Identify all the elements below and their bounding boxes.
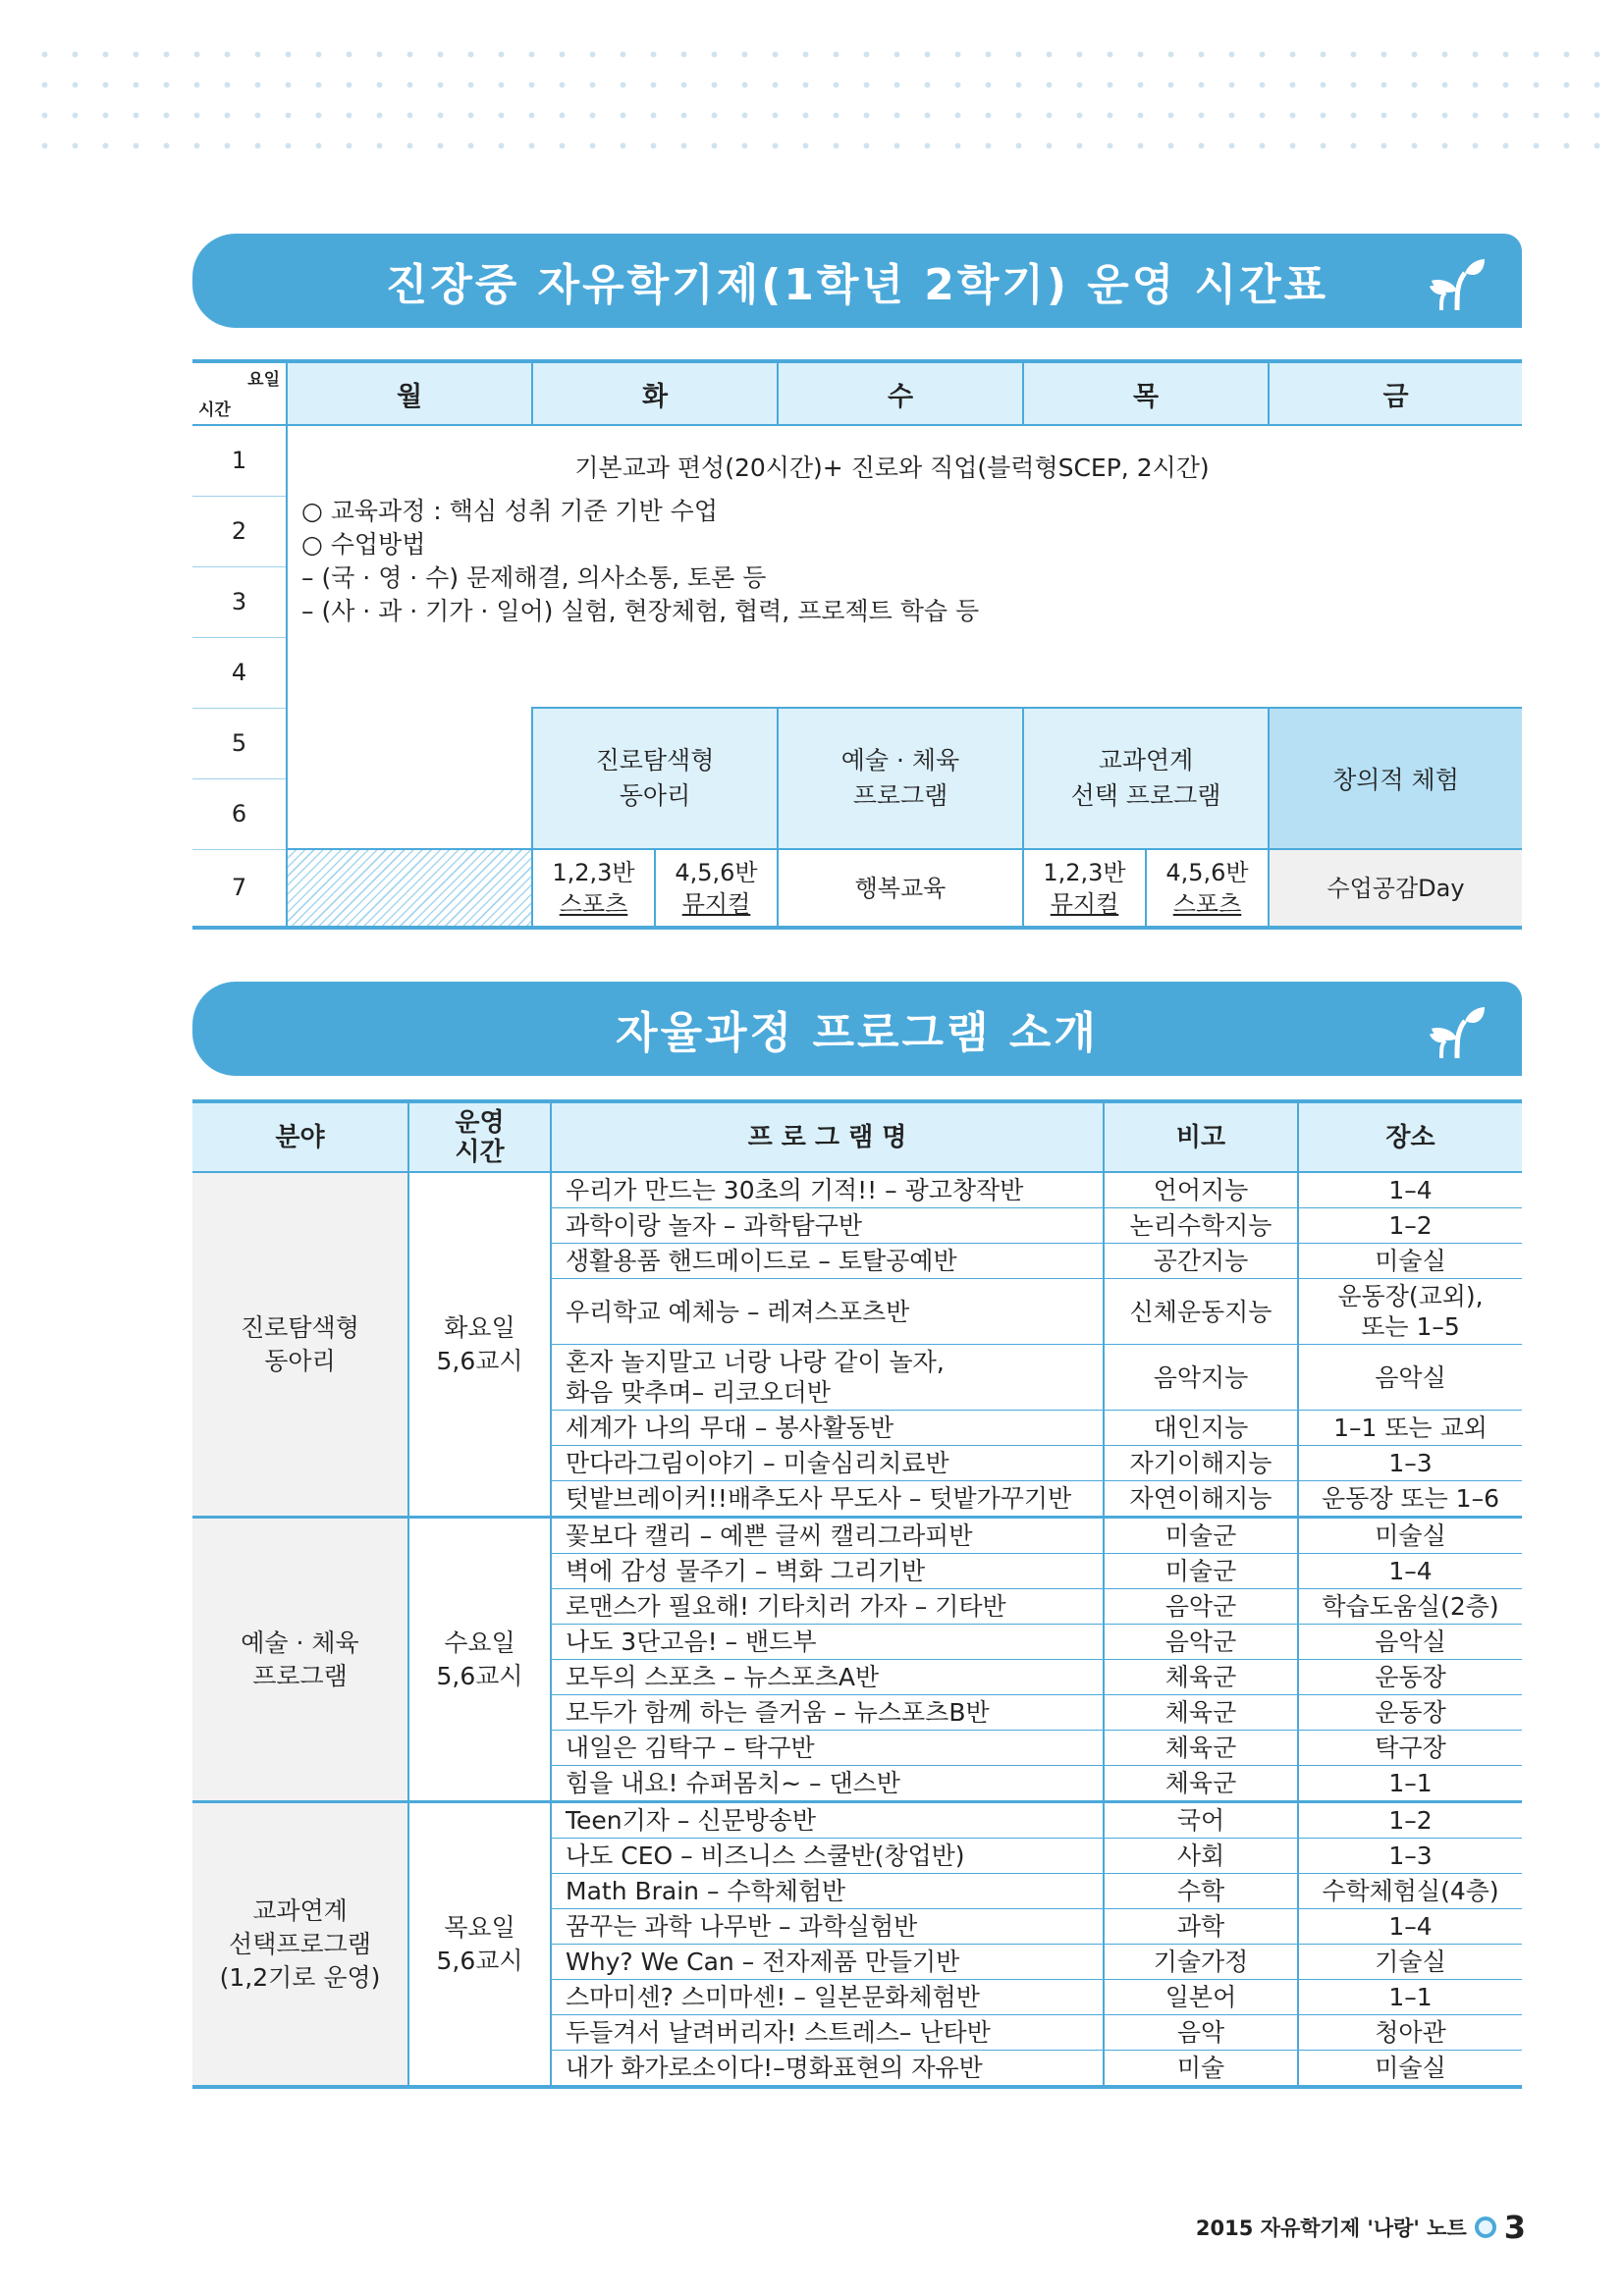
program-name: 혼자 놀지말고 너랑 나랑 같이 놀자, 화음 맞추며– 리코오더반 [551,1345,1104,1411]
header-field: 분야 [192,1101,408,1172]
sprout-icon [1428,253,1487,312]
day-header-mon: 월 [287,361,532,425]
block-line: ○ 교육과정 : 핵심 성취 기준 기반 수업 [301,497,718,525]
program-field: 교과연계 선택프로그램 (1,2기로 운영) [192,1802,408,2088]
program-place: 수학체험실(4층) [1298,1874,1522,1909]
cell-line: 스포츠 [1172,889,1242,918]
program-place: 운동장 [1298,1695,1522,1731]
program-name: 우리학교 예체능 – 레져스포츠반 [551,1279,1104,1345]
career-club-cell [532,708,778,849]
program-place: 1–1 [1298,1980,1522,2015]
header-note: 비고 [1104,1101,1298,1172]
cell-line: 1,2,3반 [1043,858,1126,886]
timetable [192,359,1522,930]
program-note: 공간지능 [1104,1244,1298,1279]
cell-line: 스포츠 [559,889,628,918]
timetable-title: 진장중 자유학기제(1학년 2학기) 운영 시간표 [385,260,1329,310]
program-field: 진로탐색형 동아리 [192,1172,408,1518]
program-note: 국어 [1104,1802,1298,1839]
happy-education-cell: 행복교육 [778,849,1023,928]
cell-line: 뮤지컬 [681,889,751,918]
header-time-text: 운영 시간 [455,1107,505,1167]
program-place: 1–4 [1298,1172,1522,1208]
program-place: 미술실 [1298,2051,1522,2088]
subject-elective-cell [1023,708,1269,849]
program-name: 우리가 만드는 30초의 기적!! – 광고창작반 [551,1172,1104,1208]
program-name: 스마미센? 스미마센! – 일본문화체험반 [551,1980,1104,2015]
program-note: 대인지능 [1104,1411,1298,1446]
period-number: 2 [192,496,287,566]
thu-class-a-cell [1023,849,1146,928]
cell-line: 예술 · 체육 [840,746,960,774]
timetable-corner [192,361,287,425]
program-name: 꽃보다 캘리 – 예쁜 글씨 캘리그라피반 [551,1518,1104,1554]
dot-pattern-decoration [29,39,1620,167]
program-name: 만다라그림이야기 – 미술심리치료반 [551,1446,1104,1481]
circle-icon [1475,2216,1496,2238]
period-number: 7 [231,874,247,902]
page-number: 3 [1503,2209,1526,2246]
program-place: 음악실 [1298,1345,1522,1411]
program-place: 운동장 [1298,1660,1522,1695]
program-place: 음악실 [1298,1625,1522,1660]
program-name: Math Brain – 수학체험반 [551,1874,1104,1909]
thu-class-b-cell [1146,849,1269,928]
programs-table [192,1099,1522,2089]
program-place: 청아관 [1298,2015,1522,2051]
program-note: 자기이해지능 [1104,1446,1298,1481]
creative-activity-cell: 창의적 체험 [1269,708,1522,849]
core-curriculum-block [287,425,1522,708]
corner-day-label: 요일 [247,370,280,390]
cell-line: 1,2,3반 [552,858,635,886]
program-note: 과학 [1104,1909,1298,1945]
program-name: 모두가 함께 하는 즐거움 – 뉴스포츠B반 [551,1695,1104,1731]
program-note: 체육군 [1104,1766,1298,1802]
program-place: 미술실 [1298,1518,1522,1554]
period-number: 3 [192,566,287,637]
program-note: 음악군 [1104,1625,1298,1660]
program-place: 1–1 [1298,1766,1522,1802]
period-number: 1 [192,425,287,496]
program-place: 1–4 [1298,1554,1522,1589]
program-name: 나도 CEO – 비즈니스 스쿨반(창업반) [551,1839,1104,1874]
program-name: 내가 화가로소이다!–명화표현의 자유반 [551,2051,1104,2088]
program-name: 세계가 나의 무대 – 봉사활동반 [551,1411,1104,1446]
program-note: 미술 [1104,2051,1298,2088]
program-place: 기술실 [1298,1945,1522,1980]
day-header-thu: 목 [1023,361,1269,425]
program-place: 탁구장 [1298,1731,1522,1766]
program-note: 음악 [1104,2015,1298,2051]
block-line: – (사 · 과 · 기가 · 일어) 실험, 현장체험, 협력, 프로젝트 학습 등 [301,597,980,625]
cell-line: 동아리 [619,781,691,810]
header-program-name: 프 로 그 램 명 [551,1101,1104,1172]
monday-hatched-cell [287,849,532,928]
timetable-banner [192,234,1522,328]
block-title: 기본교과 편성(20시간)+ 진로와 직업(블럭형SCEP, 2시간) [574,454,1210,482]
tue-class-b-cell [655,849,778,928]
period-number: 4 [192,637,287,708]
cell-line: 교과연계 [1098,746,1194,774]
program-place: 1–3 [1298,1446,1522,1481]
tue-class-a-cell [532,849,655,928]
program-place: 1–2 [1298,1208,1522,1244]
program-note: 언어지능 [1104,1172,1298,1208]
header-time [408,1101,551,1172]
program-time: 화요일 5,6교시 [408,1172,551,1518]
program-row [192,1172,1522,1208]
program-note: 자연이해지능 [1104,1481,1298,1518]
program-note: 미술군 [1104,1554,1298,1589]
period-number: 6 [192,778,287,849]
program-row [192,1802,1522,1839]
cell-line: 프로그램 [852,781,948,810]
day-header-wed: 수 [778,361,1023,425]
cell-line: 4,5,6반 [675,858,758,886]
monday-blank [287,708,532,849]
block-line: – (국 · 영 · 수) 문제해결, 의사소통, 토론 등 [301,563,767,592]
program-name: 꿈꾸는 과학 나무반 – 과학실험반 [551,1909,1104,1945]
program-note: 신체운동지능 [1104,1279,1298,1345]
program-place: 학습도움실(2층) [1298,1589,1522,1625]
program-note: 체육군 [1104,1660,1298,1695]
program-note: 미술군 [1104,1518,1298,1554]
cell-line: 4,5,6반 [1165,858,1249,886]
corner-time-label: 시간 [198,400,231,420]
program-place: 운동장 또는 1–6 [1298,1481,1522,1518]
program-name: 모두의 스포츠 – 뉴스포츠A반 [551,1660,1104,1695]
program-row [192,1518,1522,1554]
program-name: Teen기자 – 신문방송반 [551,1802,1104,1839]
program-name: 생활용품 핸드메이드로 – 토탈공예반 [551,1244,1104,1279]
programs-banner [192,982,1522,1076]
program-name: 나도 3단고음! – 밴드부 [551,1625,1104,1660]
footer-text: 2015 자유학기제 '나랑' 노트 [1195,2216,1467,2240]
day-header-fri: 금 [1269,361,1522,425]
program-name: 내일은 김탁구 – 탁구반 [551,1731,1104,1766]
sprout-icon [1428,1001,1487,1060]
program-place: 1–3 [1298,1839,1522,1874]
program-name: 텃밭브레이커!!배추도사 무도사 – 텃밭가꾸기반 [551,1481,1104,1518]
programs-title: 자율과정 프로그램 소개 [616,1008,1099,1058]
program-note: 사회 [1104,1839,1298,1874]
program-note: 음악군 [1104,1589,1298,1625]
program-name: 과학이랑 놀자 – 과학탐구반 [551,1208,1104,1244]
program-note: 논리수학지능 [1104,1208,1298,1244]
cell-line: 선택 프로그램 [1070,781,1221,810]
program-note: 음악지능 [1104,1345,1298,1411]
program-note: 수학 [1104,1874,1298,1909]
program-name: 로맨스가 필요해! 기타치러 가자 – 기타반 [551,1589,1104,1625]
block-line: ○ 수업방법 [301,530,426,559]
program-place: 미술실 [1298,1244,1522,1279]
program-name: 벽에 감성 물주기 – 벽화 그리기반 [551,1554,1104,1589]
program-note: 체육군 [1104,1731,1298,1766]
program-place: 1–4 [1298,1909,1522,1945]
program-name: Why? We Can – 전자제품 만들기반 [551,1945,1104,1980]
program-note: 기술가정 [1104,1945,1298,1980]
period-number: 5 [192,708,287,778]
program-name: 두들겨서 날려버리자! 스트레스– 난타반 [551,2015,1104,2051]
program-place: 1–2 [1298,1802,1522,1839]
header-place: 장소 [1298,1101,1522,1172]
page-footer [1196,2209,1526,2246]
program-field: 예술 · 체육 프로그램 [192,1518,408,1802]
program-time: 수요일 5,6교시 [408,1518,551,1802]
program-time: 목요일 5,6교시 [408,1802,551,2088]
program-place: 1–1 또는 교외 [1298,1411,1522,1446]
cell-line: 뮤지컬 [1050,889,1119,918]
empathy-day-cell: 수업공감Day [1269,849,1522,928]
program-place: 운동장(교외), 또는 1–5 [1298,1279,1522,1345]
arts-pe-cell [778,708,1023,849]
cell-line: 진로탐색형 [595,746,715,774]
program-note: 체육군 [1104,1695,1298,1731]
program-note: 일본어 [1104,1980,1298,2015]
program-name: 힘을 내요! 슈퍼몸치~ – 댄스반 [551,1766,1104,1802]
day-header-tue: 화 [532,361,778,425]
